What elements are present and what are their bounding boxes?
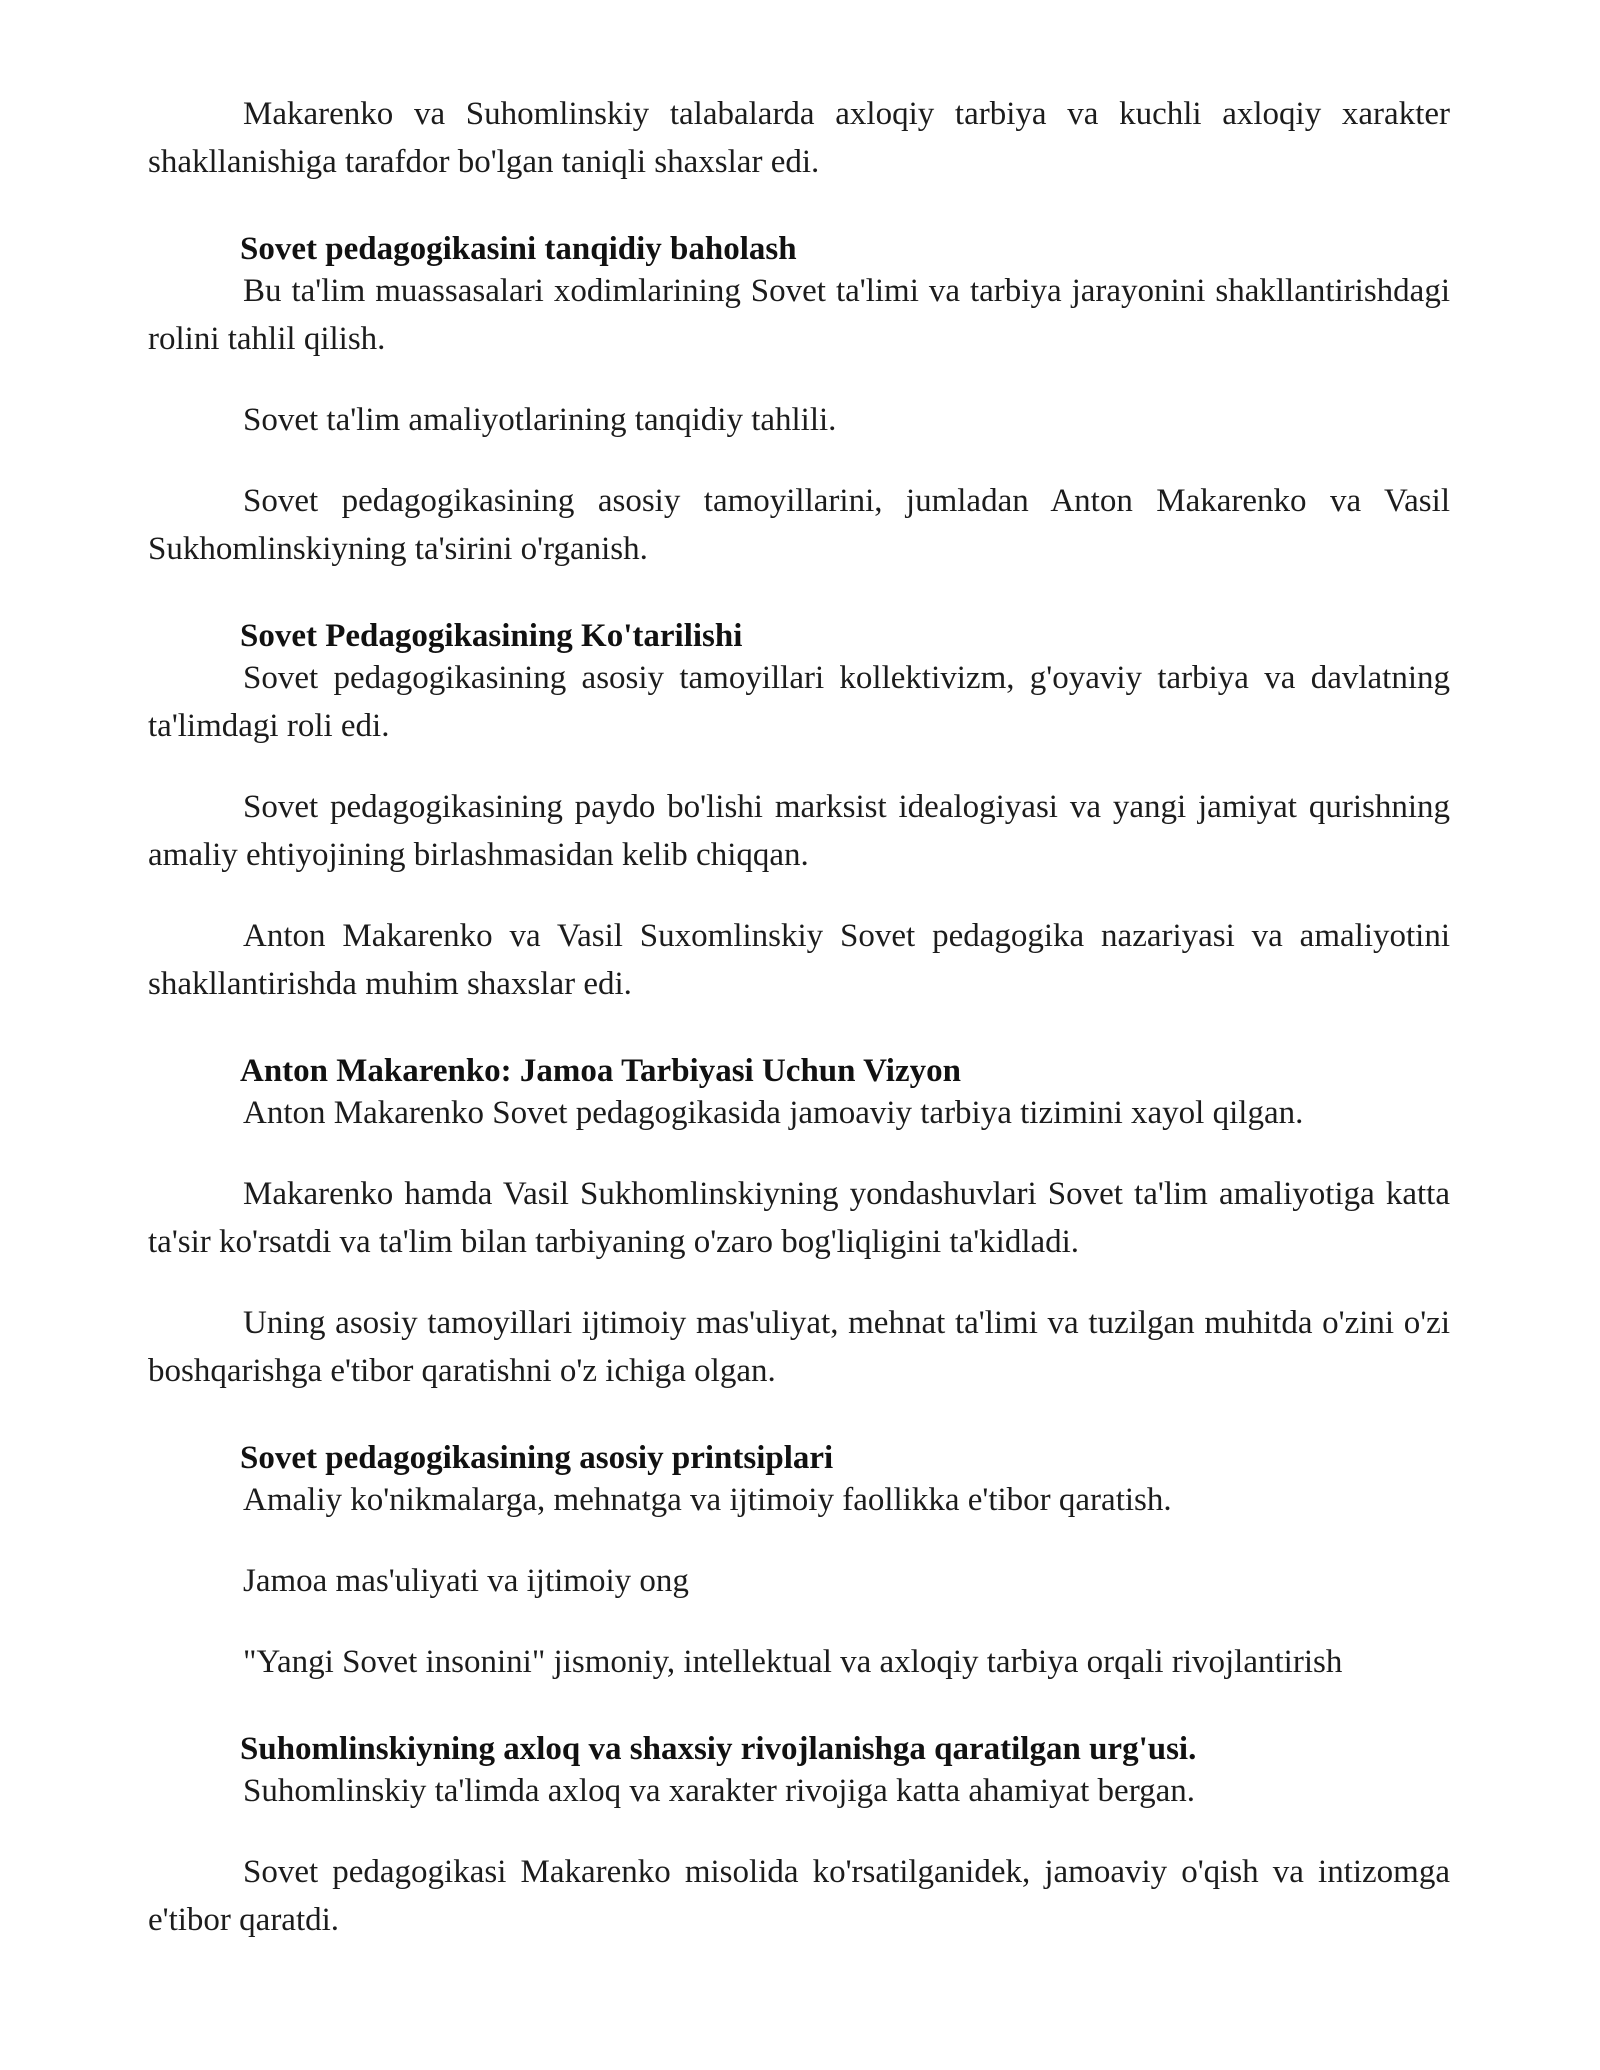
- paragraph: Anton Makarenko Sovet pedagogikasida jamoaviy tarbiya tizimini xayol qilgan.: [243, 1095, 1304, 1131]
- paragraph: Suhomlinskiy ta'limda axloq va xarakter rivojiga katta ahamiyat bergan.: [243, 1773, 1195, 1809]
- paragraph: Bu ta'lim muassasalari xodimlarining Sovet ta'limi va tarbiya jarayonini shakllantirishdagi rolini tahlil qilish.: [148, 273, 1450, 357]
- paragraph: Anton Makarenko va Vasil Suxomlinskiy Sovet pedagogika nazariyasi va amaliyotini shakllantirishda muhim shaxslar edi.: [148, 918, 1450, 1002]
- paragraph: Sovet pedagogikasining paydo bo'lishi marksist idealogiyasi va yangi jamiyat qurishning amaliy ehtiyojining birlashmasidan kelib chiqqan.: [148, 789, 1450, 873]
- paragraph: Sovet ta'lim amaliyotlarining tanqidiy tahlili.: [243, 402, 837, 438]
- paragraph: Sovet pedagogikasining asosiy tamoyillarini, jumladan Anton Makarenko va Vasil Sukhomlinskiyning ta'sirini o'rganish.: [148, 483, 1450, 567]
- paragraph: Sovet pedagogikasining asosiy tamoyillari kollektivizm, g'oyaviy tarbiya va davlatning ta'limdagi roli edi.: [148, 660, 1450, 744]
- paragraph: Makarenko va Suhomlinskiy talabalarda axloqiy tarbiya va kuchli axloqiy xarakter shakllanishiga tarafdor bo'lgan taniqli shaxslar edi.: [148, 96, 1450, 180]
- section-heading: Sovet Pedagogikasining Ko'tarilishi: [240, 618, 743, 654]
- paragraph: Sovet pedagogikasi Makarenko misolida ko'rsatilganidek, jamoaviy o'qish va intizomga e'tibor qaratdi.: [148, 1854, 1450, 1938]
- paragraph: "Yangi Sovet insonini" jismoniy, intellektual va axloqiy tarbiya orqali rivojlantirish: [243, 1644, 1343, 1680]
- section-heading: Sovet pedagogikasini tanqidiy baholash: [240, 231, 797, 267]
- section-heading: Suhomlinskiyning axloq va shaxsiy rivojlanishga qaratilgan urg'usi.: [240, 1731, 1197, 1767]
- paragraph: Makarenko hamda Vasil Sukhomlinskiyning yondashuvlari Sovet ta'lim amaliyotiga katta ta'sir ko'rsatdi va ta'lim bilan tarbiyaning o'zaro bog'liqligini ta'kidladi.: [148, 1176, 1450, 1260]
- section-heading: Sovet pedagogikasining asosiy printsiplari: [240, 1440, 834, 1476]
- paragraph: Uning asosiy tamoyillari ijtimoiy mas'uliyat, mehnat ta'limi va tuzilgan muhitda o'zini o'zi boshqarishga e'tibor qaratishni o'z ichiga olgan.: [148, 1305, 1450, 1389]
- paragraph: Jamoa mas'uliyati va ijtimoiy ong: [243, 1563, 689, 1599]
- section-heading: Anton Makarenko: Jamoa Tarbiyasi Uchun Vizyon: [240, 1053, 961, 1089]
- document-page: [148, 90, 1450, 1977]
- paragraph: Amaliy ko'nikmalarga, mehnatga va ijtimoiy faollikka e'tibor qaratish.: [243, 1482, 1172, 1518]
